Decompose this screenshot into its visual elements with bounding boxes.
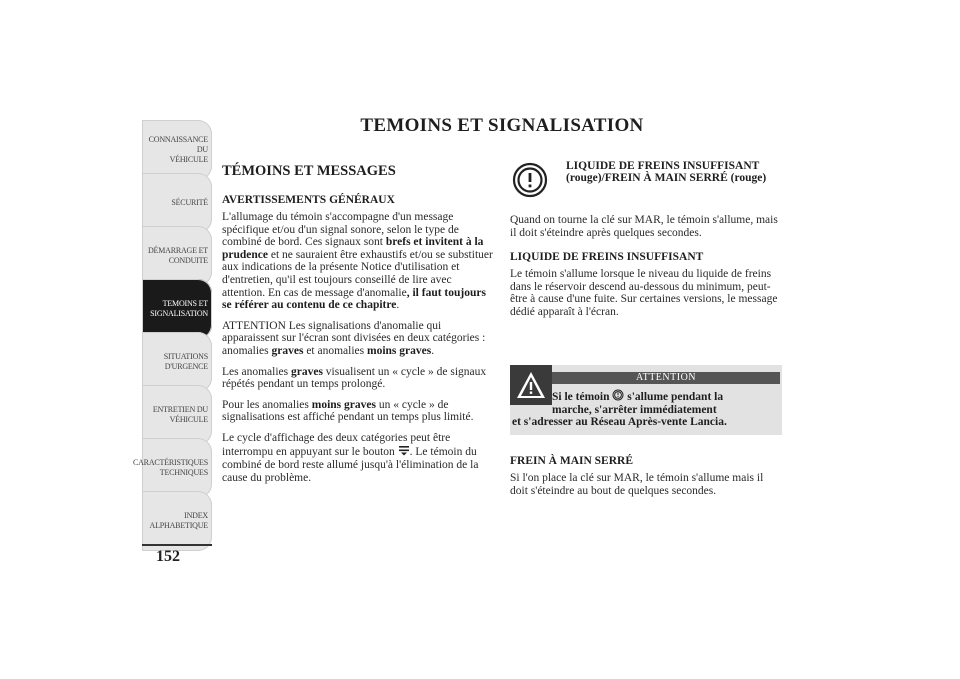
tab-securite[interactable]	[142, 173, 212, 233]
brake-warning-icon	[612, 389, 624, 404]
tab-temoins-signalisation[interactable]	[142, 279, 212, 339]
handbrake-section	[510, 455, 782, 505]
tab-entretien-vehicule[interactable]	[142, 385, 212, 445]
text: .	[396, 299, 400, 312]
tab-index-alphabetique[interactable]	[142, 491, 212, 551]
paragraph	[222, 320, 494, 358]
page-title: TEMOINS ET SIGNALISATION	[360, 115, 644, 136]
subsection-title: AVERTISSEMENTS GÉNÉRAUX	[222, 194, 395, 206]
attention-line	[512, 389, 780, 404]
text: .	[431, 344, 435, 357]
bold-text: moins graves	[311, 398, 376, 411]
text: et anomalies	[303, 344, 367, 357]
tab-caracteristiques-techniques[interactable]	[132, 438, 212, 498]
brake-warning-icon	[510, 160, 550, 200]
paragraph: Quand on tourne la clé sur MAR, le témoin s'allume, mais il doit s'éteindre après quelques secondes.	[510, 214, 778, 239]
tab-connaissance-vehicule[interactable]	[142, 120, 212, 180]
attention-line: et s'adresser au Réseau Après-vente Lancia.	[512, 416, 727, 428]
attention-line: marche, s'arrêter immédiatement	[552, 404, 717, 416]
subsection-title: LIQUIDE DE FREINS INSUFFISANT	[510, 251, 704, 264]
left-column	[222, 163, 494, 492]
text: Si le témoin	[552, 391, 613, 403]
paragraph	[222, 211, 494, 312]
attention-header: ATTENTION	[552, 372, 780, 384]
tab-label: DÉMARRAGE ET CONDUITE	[147, 246, 208, 265]
attention-box	[510, 365, 782, 435]
subsection-title: FREIN À MAIN SERRÉ	[510, 455, 633, 467]
bold-text: graves	[290, 365, 323, 378]
tab-label: CARACTÉRISTIQUES TECHNIQUES	[132, 458, 208, 477]
warning-header	[510, 160, 782, 200]
text: . Le témoin du combiné de bord reste allumé jusqu'à l'élimination de la cause du problème.	[222, 445, 479, 484]
tab-demarrage-conduite[interactable]	[142, 226, 212, 286]
paragraph: Si l'on place la clé sur MAR, le témoin s'allume mais il doit s'éteindre au bout de quelques secondes.	[510, 472, 764, 497]
tab-label: SITUATIONS D'URGENCE	[163, 352, 208, 371]
menu-button-icon	[398, 445, 410, 460]
text: Le cycle d'affichage des deux catégories peut être interrompu en appuyant sur le bouton	[222, 431, 451, 458]
page-number: 152	[156, 548, 180, 565]
tab-label: TEMOINS ET SIGNALISATION	[150, 299, 208, 318]
tab-label: SÉCURITÉ	[171, 198, 208, 207]
tab-label: CONNAISSANCE DU VÉHICULE	[148, 135, 208, 164]
paragraph: Le témoin s'allume lorsque le niveau du liquide de freins dans le réservoir descend au-dessous du minimum, peut-être à cause d'une fuite. Sur certaines versions, le message dédié apparaît à l'écran.	[510, 268, 778, 318]
section-title: TÉMOINS ET MESSAGES	[222, 163, 396, 179]
text: Les anomalies	[222, 365, 291, 378]
paragraph	[222, 432, 494, 484]
text: un « cycle » de signalisations est affiché pendant un temps plus limité.	[222, 398, 474, 424]
paragraph	[222, 366, 494, 391]
warning-title: LIQUIDE DE FREINS INSUFFISANT (rouge)/FREIN À MAIN SERRÉ (rouge)	[566, 160, 767, 184]
bold-text: brefs et invitent à la prudence	[222, 236, 484, 261]
tab-situations-urgence[interactable]	[142, 332, 212, 392]
text: s'allume pendant la	[624, 391, 724, 403]
bold-text: graves	[271, 344, 304, 357]
text: L'allumage du témoin s'accompagne d'un message spécifique et/ou d'un signal sonore, selon le type de combiné de bord. Ces signaux sont	[222, 211, 459, 249]
text: visualisent un « cycle » de signaux répétés pendant un temps prolongé.	[222, 365, 487, 391]
text: et ne sauraient être exhaustifs et/ou se substituer aux indications de la présente Notice d'utilisation et d'entretien, qu'il est toujours conseillé de lire avec attention. En cas de message d'anomalie	[222, 248, 493, 299]
divider	[142, 544, 212, 546]
attention-text	[512, 389, 780, 428]
tab-label: INDEX ALPHABETIQUE	[149, 511, 208, 530]
text: Pour les anomalies	[222, 398, 312, 411]
bold-text: moins graves	[367, 344, 432, 357]
paragraph	[222, 399, 494, 424]
bold-text: , il faut toujours se référer au contenu de ce chapitre	[222, 286, 486, 312]
text: ATTENTION Les signalisations d'anomalie qui apparaissent sur l'écran sont divisées en deux catégories : anomalies	[222, 319, 486, 357]
tab-label: ENTRETIEN DU VÉHICULE	[152, 405, 208, 424]
right-column	[510, 160, 782, 327]
